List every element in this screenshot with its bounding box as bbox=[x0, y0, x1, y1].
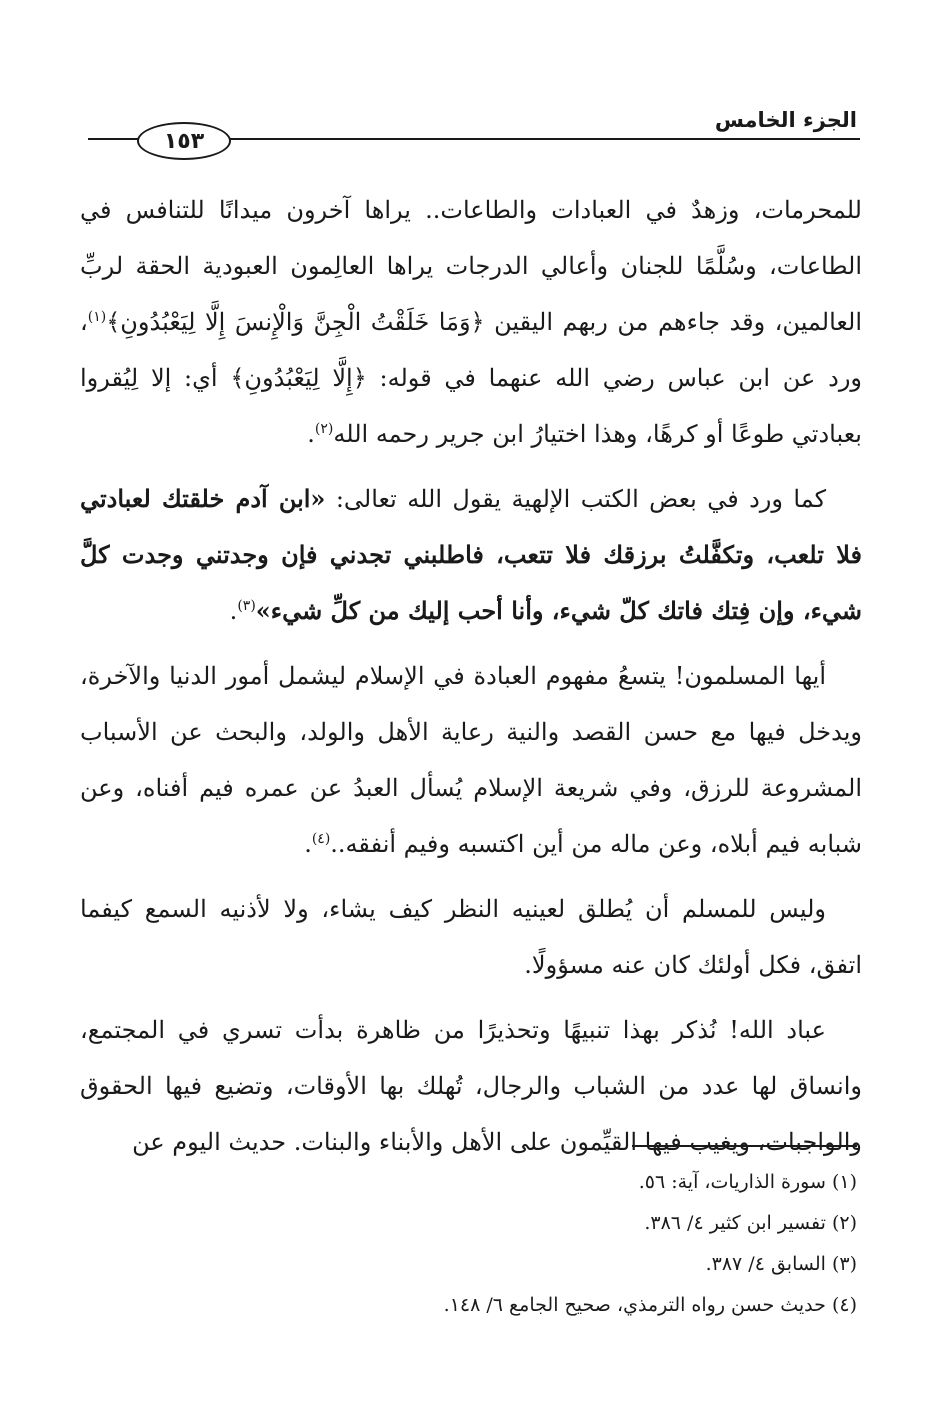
footnote-2: (٢) تفسير ابن كثير ٤/ ٣٨٦. bbox=[644, 1212, 857, 1234]
paragraph-1-mid: ، ورد عن ابن عباس رضي الله عنهما في قوله: bbox=[80, 308, 862, 392]
footnote-3: (٣) السابق ٤/ ٣٨٧. bbox=[705, 1253, 857, 1275]
paragraph-4: وليس للمسلم أن يُطلق لعينيه النظر كيف يشاء، ولا لأذنيه السمع كيفما اتفق، فكل أولئك كان عنه مسؤولًا. bbox=[80, 895, 862, 979]
footnote-1: (١) سورة الذاريات، آية: ٥٦. bbox=[638, 1171, 857, 1193]
body-text bbox=[80, 182, 862, 1179]
paragraph-1-text: للمحرمات، وزهدٌ في العبادات والطاعات.. يراها آخرون ميدانًا للتنافس في الطاعات، وسُلَّمًا للجنان وأعالي الدرجات يراها العالِمون العبودية الحقة لربِّ العالمين، وقد جاءهم من ربهم اليقين bbox=[80, 196, 862, 336]
paragraph-2 bbox=[80, 471, 862, 639]
paragraph-1-tail: أي: إلا لِيُقروا بعبادتي طوعًا أو كرهًا، وهذا اختيارُ ابن جرير رحمه الله bbox=[80, 364, 862, 448]
paragraph-2-end: . bbox=[229, 597, 238, 625]
paragraph-1-end: . bbox=[307, 420, 315, 448]
footnote-ref-2: (٢) bbox=[314, 421, 334, 437]
page-number-badge bbox=[137, 122, 231, 160]
footnote-ref-3: (٣) bbox=[237, 598, 256, 614]
quran-verse-1: ﴿وَمَا خَلَقْتُ الْجِنَّ وَالْإِنسَ إِلَّا لِيَعْبُدُونِ﴾ bbox=[106, 308, 485, 336]
page-number: ١٥٣ bbox=[163, 128, 205, 154]
footnote-4: (٤) حديث حسن رواه الترمذي، صحيح الجامع ٦/ ١٤٨. bbox=[443, 1294, 857, 1316]
paragraph-3-end: . bbox=[304, 830, 312, 858]
hadith-quote: «ابن آدم خلقتك لعبادتي فلا تلعب، وتكفَّلتُ برزقك فلا تتعب، فاطلبني تجدني فإن وجدتني وجدت كلَّ شيء، وإن فِتك فاتك كلّ شيء، وأنا أحب إليك من كلِّ شيء» bbox=[80, 484, 862, 625]
footnote-ref-4: (٤) bbox=[311, 831, 331, 847]
paragraph-3-text: أيها المسلمون! يتسعُ مفهوم العبادة في الإسلام ليشمل أمور الدنيا والآخرة، ويدخل فيها مع حسن القصد والنية رعاية الأهل والولد، والبحث عن الأسباب المشروعة للرزق، وفي شريعة الإسلام يُسأل العبدُ عن عمره فيم أفناه، وعن شبابه فيم أبلاه، وعن ماله من أين اكتسبه وفيم أنفقه.. bbox=[80, 662, 863, 858]
paragraph-5: عباد الله! نُذكر بهذا تنبيهًا وتحذيرًا من ظاهرة بدأت تسري في المجتمع، وانساق لها عدد من الشباب والرجال، تُهلك بها الأوقات، وتضيع فيها الحقوق والواجبات، ويغيب فيها القيِّمون على الأهل والأبناء والبنات. حديث اليوم عن bbox=[80, 1016, 862, 1156]
footnotes bbox=[157, 1162, 857, 1326]
paragraph-3 bbox=[80, 648, 862, 872]
footnote-rule bbox=[632, 1145, 857, 1147]
quran-verse-2: ﴿إِلَّا لِيَعْبُدُونِ﴾ bbox=[230, 364, 367, 392]
footnote-ref-1: (١) bbox=[87, 309, 107, 325]
paragraph-1 bbox=[80, 182, 862, 462]
running-header-title: الجزء الخامس bbox=[714, 108, 857, 132]
paragraph-2-intro: كما ورد في بعض الكتب الإلهية يقول الله تعالى: bbox=[325, 485, 826, 513]
